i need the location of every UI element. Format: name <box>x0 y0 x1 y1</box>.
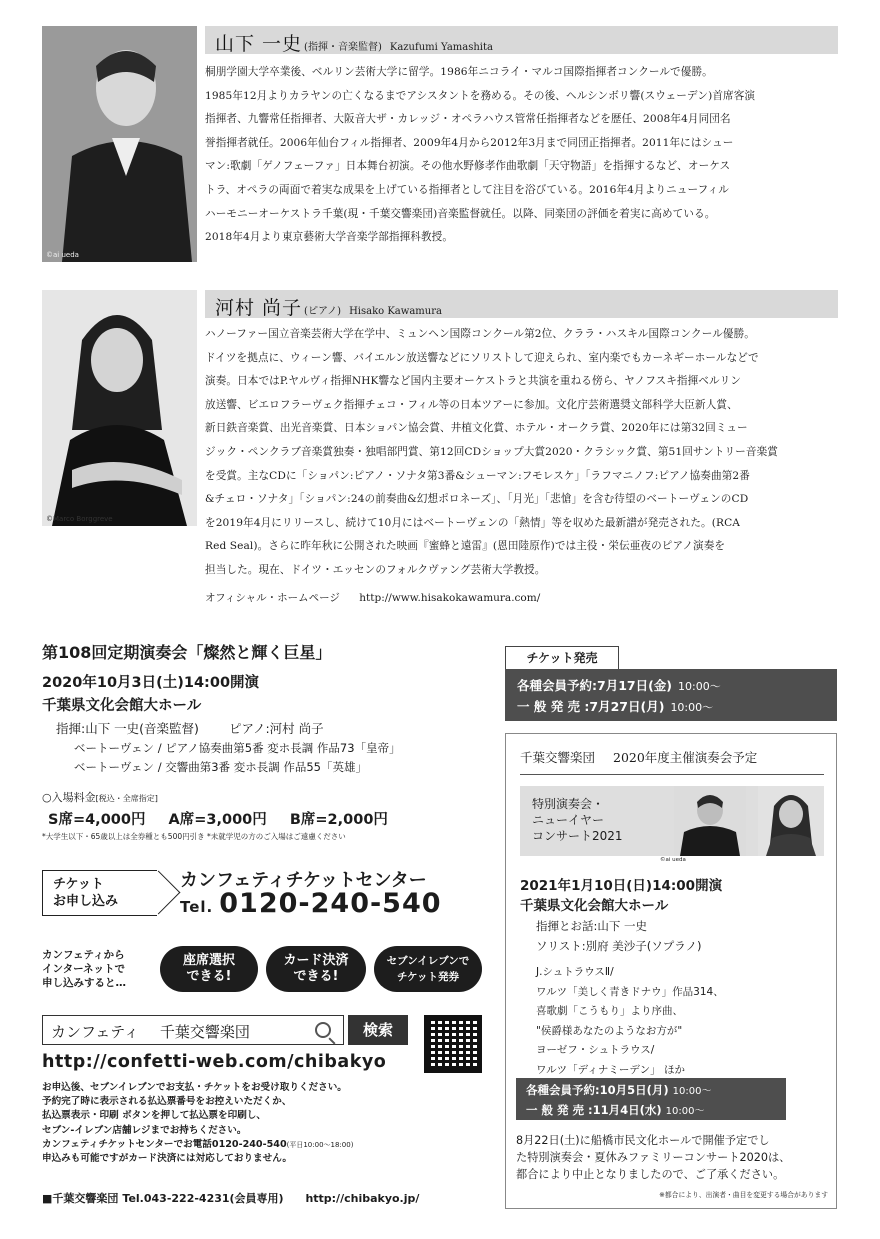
price-s: S席=4,000円 <box>48 812 146 828</box>
bio-name: 山下 一史 <box>215 33 303 55</box>
bio-text <box>205 61 838 250</box>
soloist-thumbnail-icon <box>758 786 824 856</box>
bio-line: を受賞。主なCDに「ショパン:ピアノ・ソナタ第3番&シューマン:フモレスケ」「ラフマニノフ:ピアノ協奏曲第2番 <box>205 469 750 482</box>
pianist-portrait-icon <box>42 290 197 526</box>
bio-line: トラ、オペラの両面で着実な成果を上げている指揮者として注目を浴びている。2016年4月よりニューフィル <box>205 183 729 196</box>
sale-date: 各種会員予約:7月17日(金) <box>517 678 673 693</box>
feature-card-payment <box>266 946 366 992</box>
purchase-notes <box>42 1081 462 1166</box>
pianist-photo <box>42 290 197 526</box>
cancellation-notice <box>516 1132 828 1183</box>
conductor-thumbnail <box>674 786 746 856</box>
schedule-date: 2021年1月10日(日)14:00開演 <box>520 878 723 894</box>
ticket-center <box>42 866 482 920</box>
footer-tel: Tel.043-222-4231(会員専用) <box>122 1192 284 1205</box>
note-hours: (平日10:00〜18:00) <box>286 1140 354 1149</box>
price-sub: [税込・全席指定] <box>95 794 158 803</box>
schedule-heading: 2020年度主催演奏会予定 <box>613 750 758 765</box>
search-icon <box>315 1022 331 1038</box>
bio-line: 演奏。日本ではP.ヤルヴィ指揮NHK響など国内主要オーケストラと共演を重ねる傍ら、ヤノフスキ指揮ベルリン <box>205 375 742 388</box>
conductor: 指揮:山下 一史(音楽監督) <box>56 721 199 736</box>
ticket-phone[interactable] <box>180 888 442 919</box>
bio-line: ドイツを拠点に、ウィーン響、バイエルン放送響などにソリストして迎えられ、室内楽でもカーネギーホールなどで <box>205 351 759 364</box>
concert-venue: 千葉県文化会館大ホール <box>42 698 202 714</box>
search-input[interactable] <box>42 1015 344 1045</box>
photo-credit: ©ai ueda <box>46 251 79 259</box>
tel-number: 0120-240-540 <box>219 888 442 919</box>
price-a: A席=3,000円 <box>168 812 267 828</box>
bio-line: 1985年12月よりカラヤンの亡くなるまでアシスタントを務める。その後、ヘルシンボリ響(スウェーデン)首席客演 <box>205 89 756 102</box>
sale-date: 各種会員予約:10月5日(月) <box>526 1083 669 1097</box>
apply-label-1: チケット <box>53 877 104 892</box>
member-presale <box>517 676 825 697</box>
search-button[interactable]: 検索 <box>348 1015 408 1045</box>
price-list <box>48 808 472 829</box>
sale-date: 一 般 発 売 :11月4日(水) <box>526 1103 662 1117</box>
card-title <box>532 796 623 844</box>
bio-line: マン:歌劇「ゲノフェーファ」日本舞台初演。その他水野修孝作曲歌劇「天守物語」を指揮するなど、オーケス <box>205 160 731 173</box>
bio-role: (指揮・音楽監督) <box>304 42 382 53</box>
bio-line: 桐朋学園大学卒業後、ベルリン芸術大学に留学。1986年ニコライ・マルコ国際指揮者コンクールで優勝。 <box>205 66 713 78</box>
conductor-portrait-icon <box>42 26 197 262</box>
search-term: カンフェティ <box>51 1023 140 1041</box>
ticket-sale-tab: チケット発売 <box>505 646 619 670</box>
bio-header <box>205 290 838 318</box>
program-item: ベートーヴェン / 交響曲第3番 変ホ長調 作品55「英雄」 <box>74 760 367 774</box>
pill-line: できる! <box>293 969 339 984</box>
member-presale <box>526 1081 776 1101</box>
sale-time: 10:00〜 <box>665 1106 705 1117</box>
schedule-soloist: ソリスト:別府 美沙子(ソプラノ) <box>536 939 702 953</box>
conductor-photo <box>42 26 197 262</box>
pill-line: カード決済 <box>283 953 349 968</box>
program-line: "侯爵様あなたのようなお方が" <box>536 1024 683 1037</box>
qr-code-icon <box>424 1015 482 1073</box>
schedule-box <box>505 733 837 1209</box>
new-year-concert-card <box>520 786 824 856</box>
bio-kawamura <box>42 290 838 610</box>
bio-line: 担当した。現在、ドイツ・エッセンのフォルクヴァング芸術大学教授。 <box>205 563 546 576</box>
note-line: お申込後、セブンイレブンでお支払・チケットをお受け取りください。 <box>42 1082 347 1093</box>
concert-date: 2020年10月3日(土)14:00開演 <box>42 675 260 691</box>
note-line: セブン-イレブン店舗レジまでお持ちください。 <box>42 1124 247 1136</box>
conductor-thumbnail-icon <box>674 786 746 856</box>
pill-line: できる! <box>186 969 232 984</box>
notice-line: 都合により中止となりましたので、ご了承ください。 <box>516 1168 785 1181</box>
footer <box>42 1190 419 1206</box>
card-line: コンサート2021 <box>532 829 623 843</box>
price-heading <box>42 789 472 805</box>
bio-line: 新日鉄音楽賞、出光音楽賞、日本ショパン協会賞、井植文化賞、ホテル・オークラ賞、2020年には第32回ミュー <box>205 422 748 435</box>
schedule-conductor: 指揮とお話:山下 一史 <box>536 919 648 933</box>
bio-line: 誉指揮者就任。2006年仙台フィル指揮者、2009年4月から2012年3月まで同団正指揮者。2011年にはシュー <box>205 136 734 149</box>
price-b: B席=2,000円 <box>289 812 388 828</box>
bio-line: &チェロ・ソナタ」「ショパン:24の前奏曲&幻想ポロネーズ」、「月光」「悲愴」を含む待望のベートーヴェンのCD <box>205 493 749 506</box>
bio-name-en: Kazufumi Yamashita <box>389 42 493 53</box>
note-line: カンフェティチケットセンターでお電話0120-240-540 <box>42 1138 287 1150</box>
apply-label-2: お申し込み <box>53 894 119 909</box>
general-sale <box>517 697 825 718</box>
bio-line: Red Seal)。さらに昨年秋に公開された映画『蜜蜂と遠雷』(恩田陸原作)では主役・栄伝亜夜のピアノ演奏を <box>205 540 726 553</box>
bio-role: (ピアノ) <box>304 306 342 317</box>
note-line: 予約完了時に表示される払込票番号をお控えいただくか、 <box>42 1096 292 1108</box>
general-sale <box>526 1101 776 1121</box>
bio-line: ハノーファー国立音楽芸術大学在学中、ミュンヘン国際コンクール第2位、クララ・ハスキル国際コンクール優勝。 <box>205 328 755 340</box>
ticket-apply-arrow <box>42 870 157 916</box>
search-term: 千葉交響楽団 <box>159 1023 250 1041</box>
internet-intro <box>42 948 126 990</box>
pill-line: チケット発券 <box>396 971 460 983</box>
program-line: ヨーゼフ・シュトラウス/ <box>536 1044 655 1056</box>
schedule-org: 千葉交響楽団 <box>520 750 596 765</box>
feature-seven-eleven <box>374 946 482 992</box>
ticket-sale-dates <box>505 669 837 721</box>
program-item: ベートーヴェン / ピアノ協奏曲第5番 変ホ長調 作品73「皇帝」 <box>74 741 401 755</box>
notice-line: た特別演奏会・夏休みファミリーコンサート2020は、 <box>516 1151 791 1164</box>
tel-label: Tel. <box>180 898 214 916</box>
bio-name-en: Hisako Kawamura <box>349 306 442 317</box>
pianist: ピアノ:河村 尚子 <box>228 721 324 736</box>
program-line: 喜歌劇「こうもり」より序曲、 <box>536 1005 683 1017</box>
bio-line: 2018年4月より東京藝術大学音楽学部指揮科教授。 <box>205 231 454 244</box>
website-link[interactable]: http://www.hisakokawamura.com/ <box>359 592 541 604</box>
feature-seat-select <box>160 946 258 992</box>
official-website <box>205 590 540 605</box>
price-label: ○入場料金 <box>42 791 96 804</box>
footer-org: ■千葉交響楽団 <box>42 1192 119 1205</box>
confetti-url[interactable]: http://confetti-web.com/chibakyo <box>42 1052 387 1072</box>
notice-line: 8月22日(土)に船橋市民文化ホールで開催予定でし <box>516 1134 770 1147</box>
bio-line: を2019年4月にリリースし、続けて10月にはベートーヴェンの「熱情」等を収めた最新譜が発売された。(RCA <box>205 516 741 529</box>
internet-features <box>42 944 482 994</box>
sale-date: 一 般 発 売 :7月27日(月) <box>517 699 665 714</box>
footer-url[interactable]: http://chibakyo.jp/ <box>305 1192 420 1205</box>
pill-line: 座席選択 <box>182 953 235 968</box>
change-disclaimer: ※都合により、出演者・曲目を変更する場合があります <box>659 1191 828 1199</box>
schedule-program <box>536 963 724 1080</box>
concert-title: 第108回定期演奏会「燦然と輝く巨星」 <box>42 643 332 662</box>
website-label: オフィシャル・ホームページ <box>205 592 340 604</box>
program-line: ワルツ「美しく青きドナウ」作品314、 <box>536 985 724 998</box>
sale-time: 10:00〜 <box>672 1086 712 1097</box>
program-line: J.シュトラウスⅡ/ <box>536 966 614 978</box>
card-line: 特別演奏会・ <box>532 797 605 811</box>
photo-credit: ©ai ueda <box>660 857 686 863</box>
schedule-title <box>520 748 824 775</box>
bio-line: 指揮者、九響常任指揮者、大阪音大ザ・カレッジ・オペラハウス管常任指揮者などを歴任、2008年4月同団名 <box>205 113 731 126</box>
soloist-thumbnail <box>758 786 824 856</box>
note-line: 払込票表示・印刷 ボタンを押して払込票を印刷し、 <box>42 1110 266 1122</box>
program-line: ワルツ「ディナミーデン」 ほか <box>536 1063 685 1076</box>
concert-info <box>42 640 472 842</box>
photo-credit: ©Marco Borggreve <box>46 515 113 523</box>
sale-time: 10:00〜 <box>678 680 721 693</box>
bio-name: 河村 尚子 <box>215 297 303 319</box>
bio-yamashita <box>42 26 838 266</box>
intro-line: 申し込みすると… <box>42 977 126 989</box>
bio-line: ジック・ペンクラブ音楽賞独奏・独唱部門賞、第12回CDショップ大賞2020・クラシック賞、第51回サントリー音楽賞 <box>205 445 778 458</box>
bio-line: ハーモニーオーケストラ千葉(現・千葉交響楽団)音楽監督就任。以降、同楽団の評価を着実に高めている。 <box>205 207 716 220</box>
concert-performers <box>56 719 472 737</box>
note-line: 申込みも可能ですがカード決済には対応しておりません。 <box>42 1153 293 1165</box>
bio-header <box>205 26 838 54</box>
card-line: ニューイヤー <box>532 813 605 827</box>
intro-line: カンフェティから <box>42 949 125 961</box>
sale-time: 10:00〜 <box>670 701 714 714</box>
schedule-venue: 千葉県文化会館大ホール <box>520 898 669 914</box>
intro-line: インターネットで <box>42 963 126 975</box>
bio-text <box>205 323 838 583</box>
schedule-sale-dates <box>516 1078 786 1120</box>
ticket-center-name: カンフェティチケットセンター <box>180 870 427 891</box>
bio-line: 放送響、ビエロフラーヴェク指揮チェコ・フィル等の日本ツアーに参加。文化庁芸術選奨文部科学大臣新人賞、 <box>205 398 738 411</box>
price-note: *大学生以下・65歳以上は全券種とも500円引き *未就学児の方のご入場はご遠慮ください <box>42 832 346 841</box>
pill-line: セブンイレブンで <box>386 955 470 967</box>
